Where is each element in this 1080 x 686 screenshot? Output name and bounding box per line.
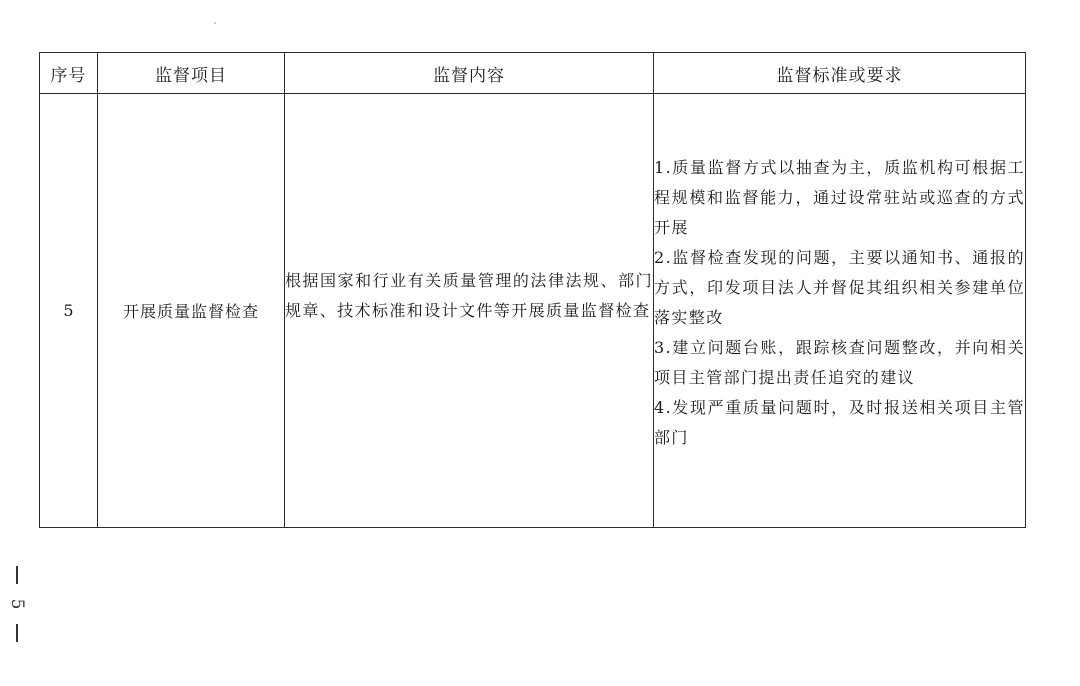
table-row (40, 94, 1026, 528)
header-content: 监督内容 (285, 53, 654, 94)
content-text: 根据国家和行业有关质量管理的法律法规、部门规章、技术标准和设计文件等开展质量监督检查 (285, 270, 653, 320)
requirement-item-2: 2.监督检查发现的问题，主要以通知书、通报的方式，印发项目法人并督促其组织相关参建单位落实整改 (654, 247, 1025, 327)
table-header-row (40, 53, 1026, 94)
page-number (6, 566, 28, 666)
supervision-table (39, 52, 1026, 528)
requirement-item-3: 3.建立问题台账，跟踪核查问题整改，并向相关项目主管部门提出责任追究的建议 (654, 337, 1025, 387)
header-item: 监督项目 (98, 53, 285, 94)
page-number-digit: 5 (7, 598, 27, 610)
page-number-dash-top (16, 566, 18, 584)
header-requirement: 监督标准或要求 (654, 53, 1026, 94)
requirement-item-4: 4.发现严重质量问题时，及时报送相关项目主管部门 (654, 397, 1025, 447)
scan-speck (214, 22, 216, 24)
row-item-cell: 开展质量监督检查 (98, 94, 285, 528)
row-content-cell (285, 94, 654, 528)
row-number-cell: 5 (40, 94, 98, 528)
row-requirement-cell (654, 94, 1026, 528)
page-number-dash-bottom (16, 624, 18, 642)
header-number: 序号 (40, 53, 98, 94)
requirement-list (654, 153, 1025, 453)
requirement-item-1: 1.质量监督方式以抽查为主，质监机构可根据工程规模和监督能力，通过设常驻站或巡查的方式开展 (654, 157, 1025, 237)
